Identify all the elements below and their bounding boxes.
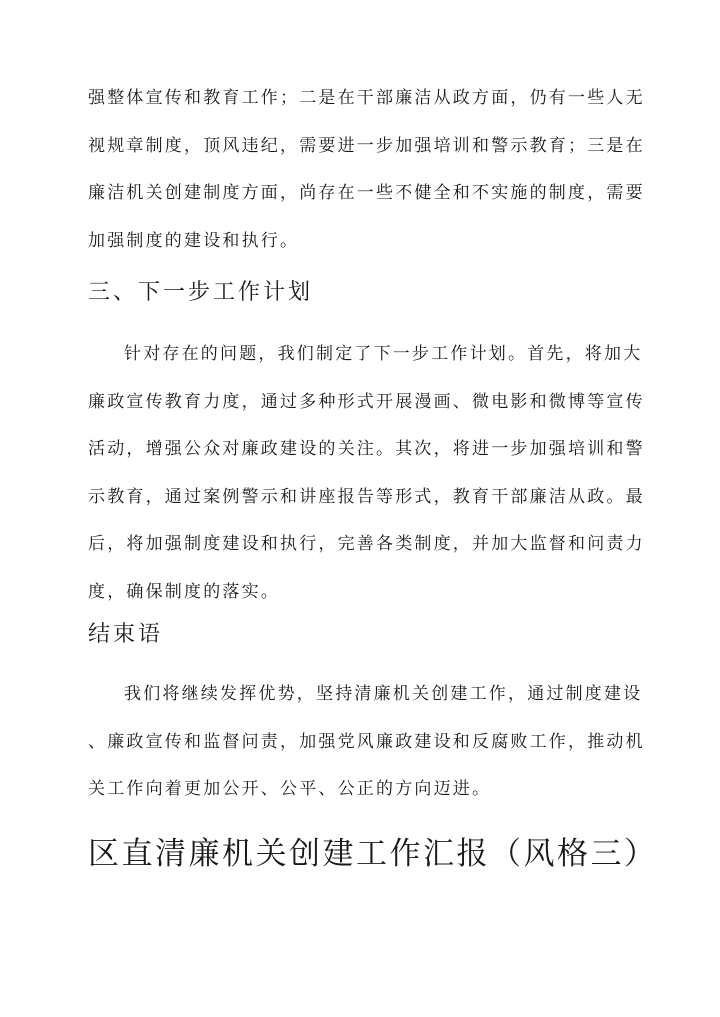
paragraph-continuation: [88, 75, 645, 265]
text-line: 活动，增强公众对廉政建设的关注。其次，将进一步加强培训和警: [88, 439, 645, 459]
text-line: 后，将加强制度建设和执行，完善各类制度，并加大监督和问责力: [88, 534, 645, 554]
text-line: [88, 331, 645, 379]
paragraph-work-plan: [88, 331, 645, 616]
text-line: 关工作向着更加公开、公平、公正的方向迈进。: [88, 779, 492, 799]
document-title: 区直清廉机关创建工作汇报（风格三）: [88, 836, 658, 872]
text-line: 、廉政宣传和监督问责，加强党风廉政建设和反腐败工作，推动机: [88, 731, 645, 752]
text-line-content: 针对存在的问题，我们制定了下一步工作计划。首先，将加大: [124, 344, 643, 364]
text-line: 廉政宣传教育力度，通过多种形式开展漫画、微电影和微博等宣传: [88, 391, 645, 412]
section-heading-conclusion: 结束语: [88, 622, 164, 647]
text-line: [88, 671, 645, 719]
text-line: 度，确保制度的落实。: [88, 581, 280, 602]
text-line-content: 我们将继续发挥优势，坚持清廉机关创建工作，通过制度建设: [124, 684, 643, 704]
paragraph-conclusion: [88, 671, 645, 814]
text-line: 廉洁机关创建制度方面，尚存在一些不健全和不实施的制度，需要: [88, 183, 645, 203]
text-line: 视规章制度，顶风违纪，需要进一步加强培训和警示教育；三是在: [88, 135, 645, 156]
section-heading-next-steps: 三、下一步工作计划: [88, 280, 314, 305]
text-line: 加强制度的建设和执行。: [88, 230, 300, 251]
text-line: 强整体宣传和教育工作；二是在干部廉洁从政方面，仍有一些人无: [88, 88, 645, 108]
text-line: 示教育，通过案例警示和讲座报告等形式，教育干部廉洁从政。最: [88, 486, 645, 507]
